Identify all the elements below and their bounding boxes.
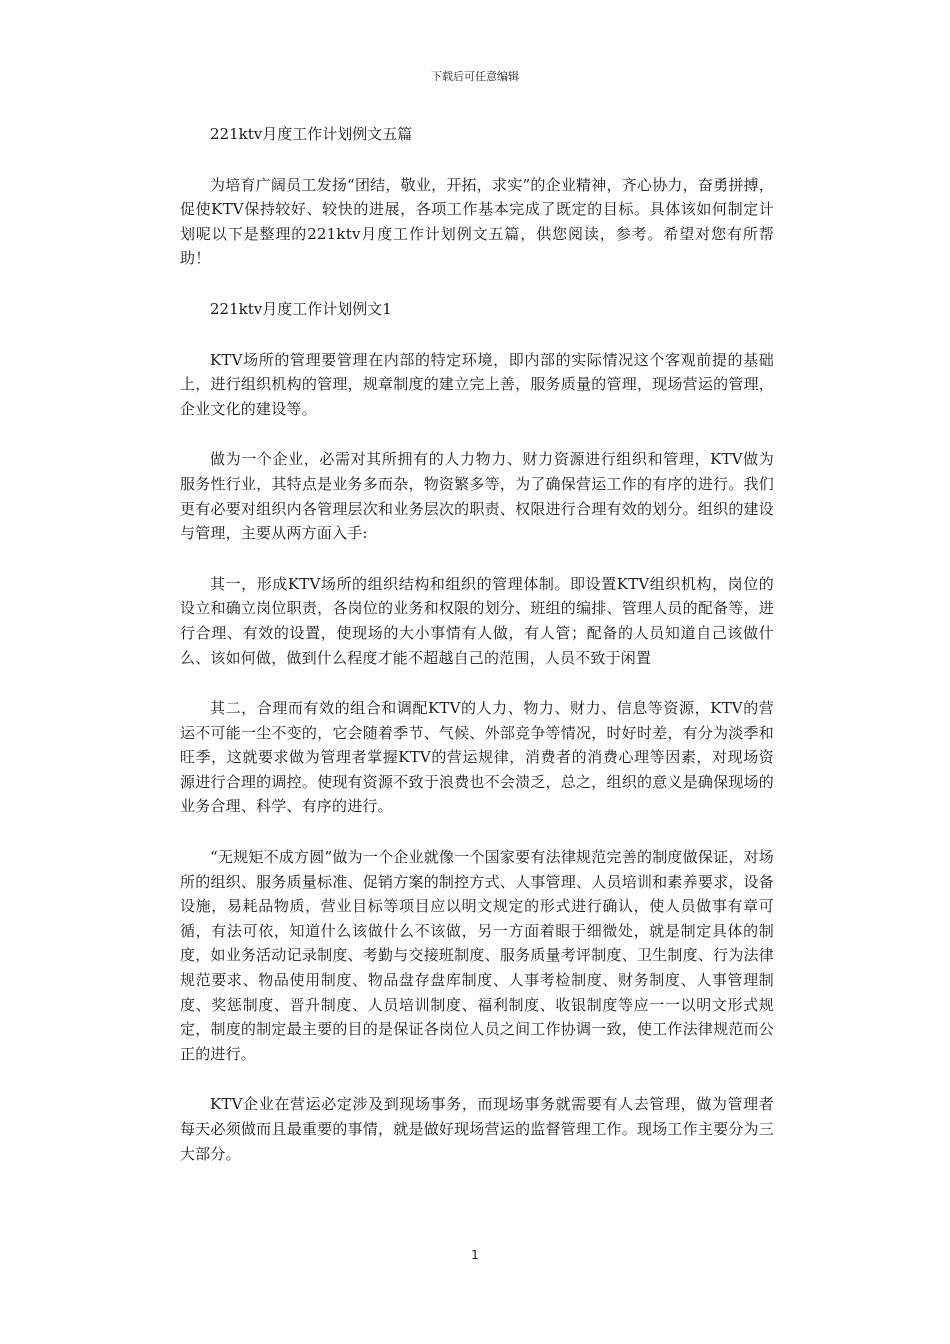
body-paragraph-2: 做为一个企业，必需对其所拥有的人力物力、财力资源进行组织和管理，KTV做为服务性行业，其特点是业务多而杂，物资繁多等，为了确保营运工作的有序的进行。我们更有必要对组织内各管理层次和业务层次的职责、权限进行合理有效的划分。组织的建设与管理，主要从两方面入手: bbox=[180, 450, 774, 543]
intro-paragraph: 为培育广阔员工发扬“团结，敬业，开拓，求实”的企业精神，齐心协力，奋勇拼搏，促使KTV保持较好、较快的进展，各项工作基本完成了既定的目标。具体该如何制定计划呢以下是整理的221ktv月度工作计划例文五篇，供您阅读，参考。希望对您有所帮助！ bbox=[180, 175, 774, 268]
section-heading: 221ktv月度工作计划例文1 bbox=[210, 299, 392, 318]
body-paragraph-1: KTV场所的管理要管理在内部的特定环境，即内部的实际情况这个客观前提的基础上，进行组织机构的管理，规章制度的建立完上善，服务质量的管理，现场营运的管理，企业文化的建设等。 bbox=[180, 350, 774, 418]
page-number: 1 bbox=[471, 1248, 479, 1262]
document-title: 221ktv月度工作计划例文五篇 bbox=[210, 125, 413, 143]
body-paragraph-6: KTV企业在营运必定涉及到现场事务，而现场事务就需要有人去管理，做为管理者每天必须做而且最重要的事情，就是做好现场营运的监督管理工作。现场工作主要分为三大部分。 bbox=[180, 1095, 774, 1163]
body-paragraph-5: “无规矩不成方圆”做为一个企业就像一个国家要有法律规范完善的制度做保证，对场所的组织、服务质量标准、促销方案的制控方式、人事管理、人员培训和素养要求，设备设施，易耗品物质，营业目标等项目应以明文规定的形式进行确认，使人员做事有章可循，有法可依，知道什么该做什么不该做，另一方面着眼于细微处，就是制定具体的制度，如业务活动记录制度、考勤与交接班制度、服务质量考评制度、卫生制度、行为法律规范要求、物品使用制度、物品盘存盘库制度、人事考检制度、财务制度、人事管理制度、奖惩制度、晋升制度、人员培训制度、福利制度、收银制度等应一一以明文形式规定，制度的制定最主要的目的是保证各岗位人员之间工作协调一致，使工作法律规范而公正的进行。 bbox=[180, 848, 774, 1063]
document-body bbox=[180, 122, 774, 1192]
body-paragraph-4: 其二，合理而有效的组合和调配KTV的人力、物力、财力、信息等资源，KTV的营运不可能一尘不变的，它会随着季节、气候、外部竞争等情况，时好时差，有分为淡季和旺季，这就要求做为管理者掌握KTV的营运规律，消费者的消费心理等因素，对现场资源进行合理的调控。使现有资源不致于浪费也不会溃乏，总之，组织的意义是确保现场的业务合理、科学、有序的进行。 bbox=[180, 699, 774, 816]
body-paragraph-3: 其一，形成KTV场所的组织结构和组织的管理体制。即设置KTV组织机构，岗位的设立和确立岗位职责，各岗位的业务和权限的划分、班组的编排、管理人员的配备等，进行合理、有效的设置，使现场的大小事情有人做，有人管；配备的人员知道自己该做什么、该如何做，做到什么程度才能不超越自己的范围，人员不致于闲置 bbox=[180, 574, 774, 667]
header-note: 下载后可任意编辑 bbox=[431, 70, 519, 83]
